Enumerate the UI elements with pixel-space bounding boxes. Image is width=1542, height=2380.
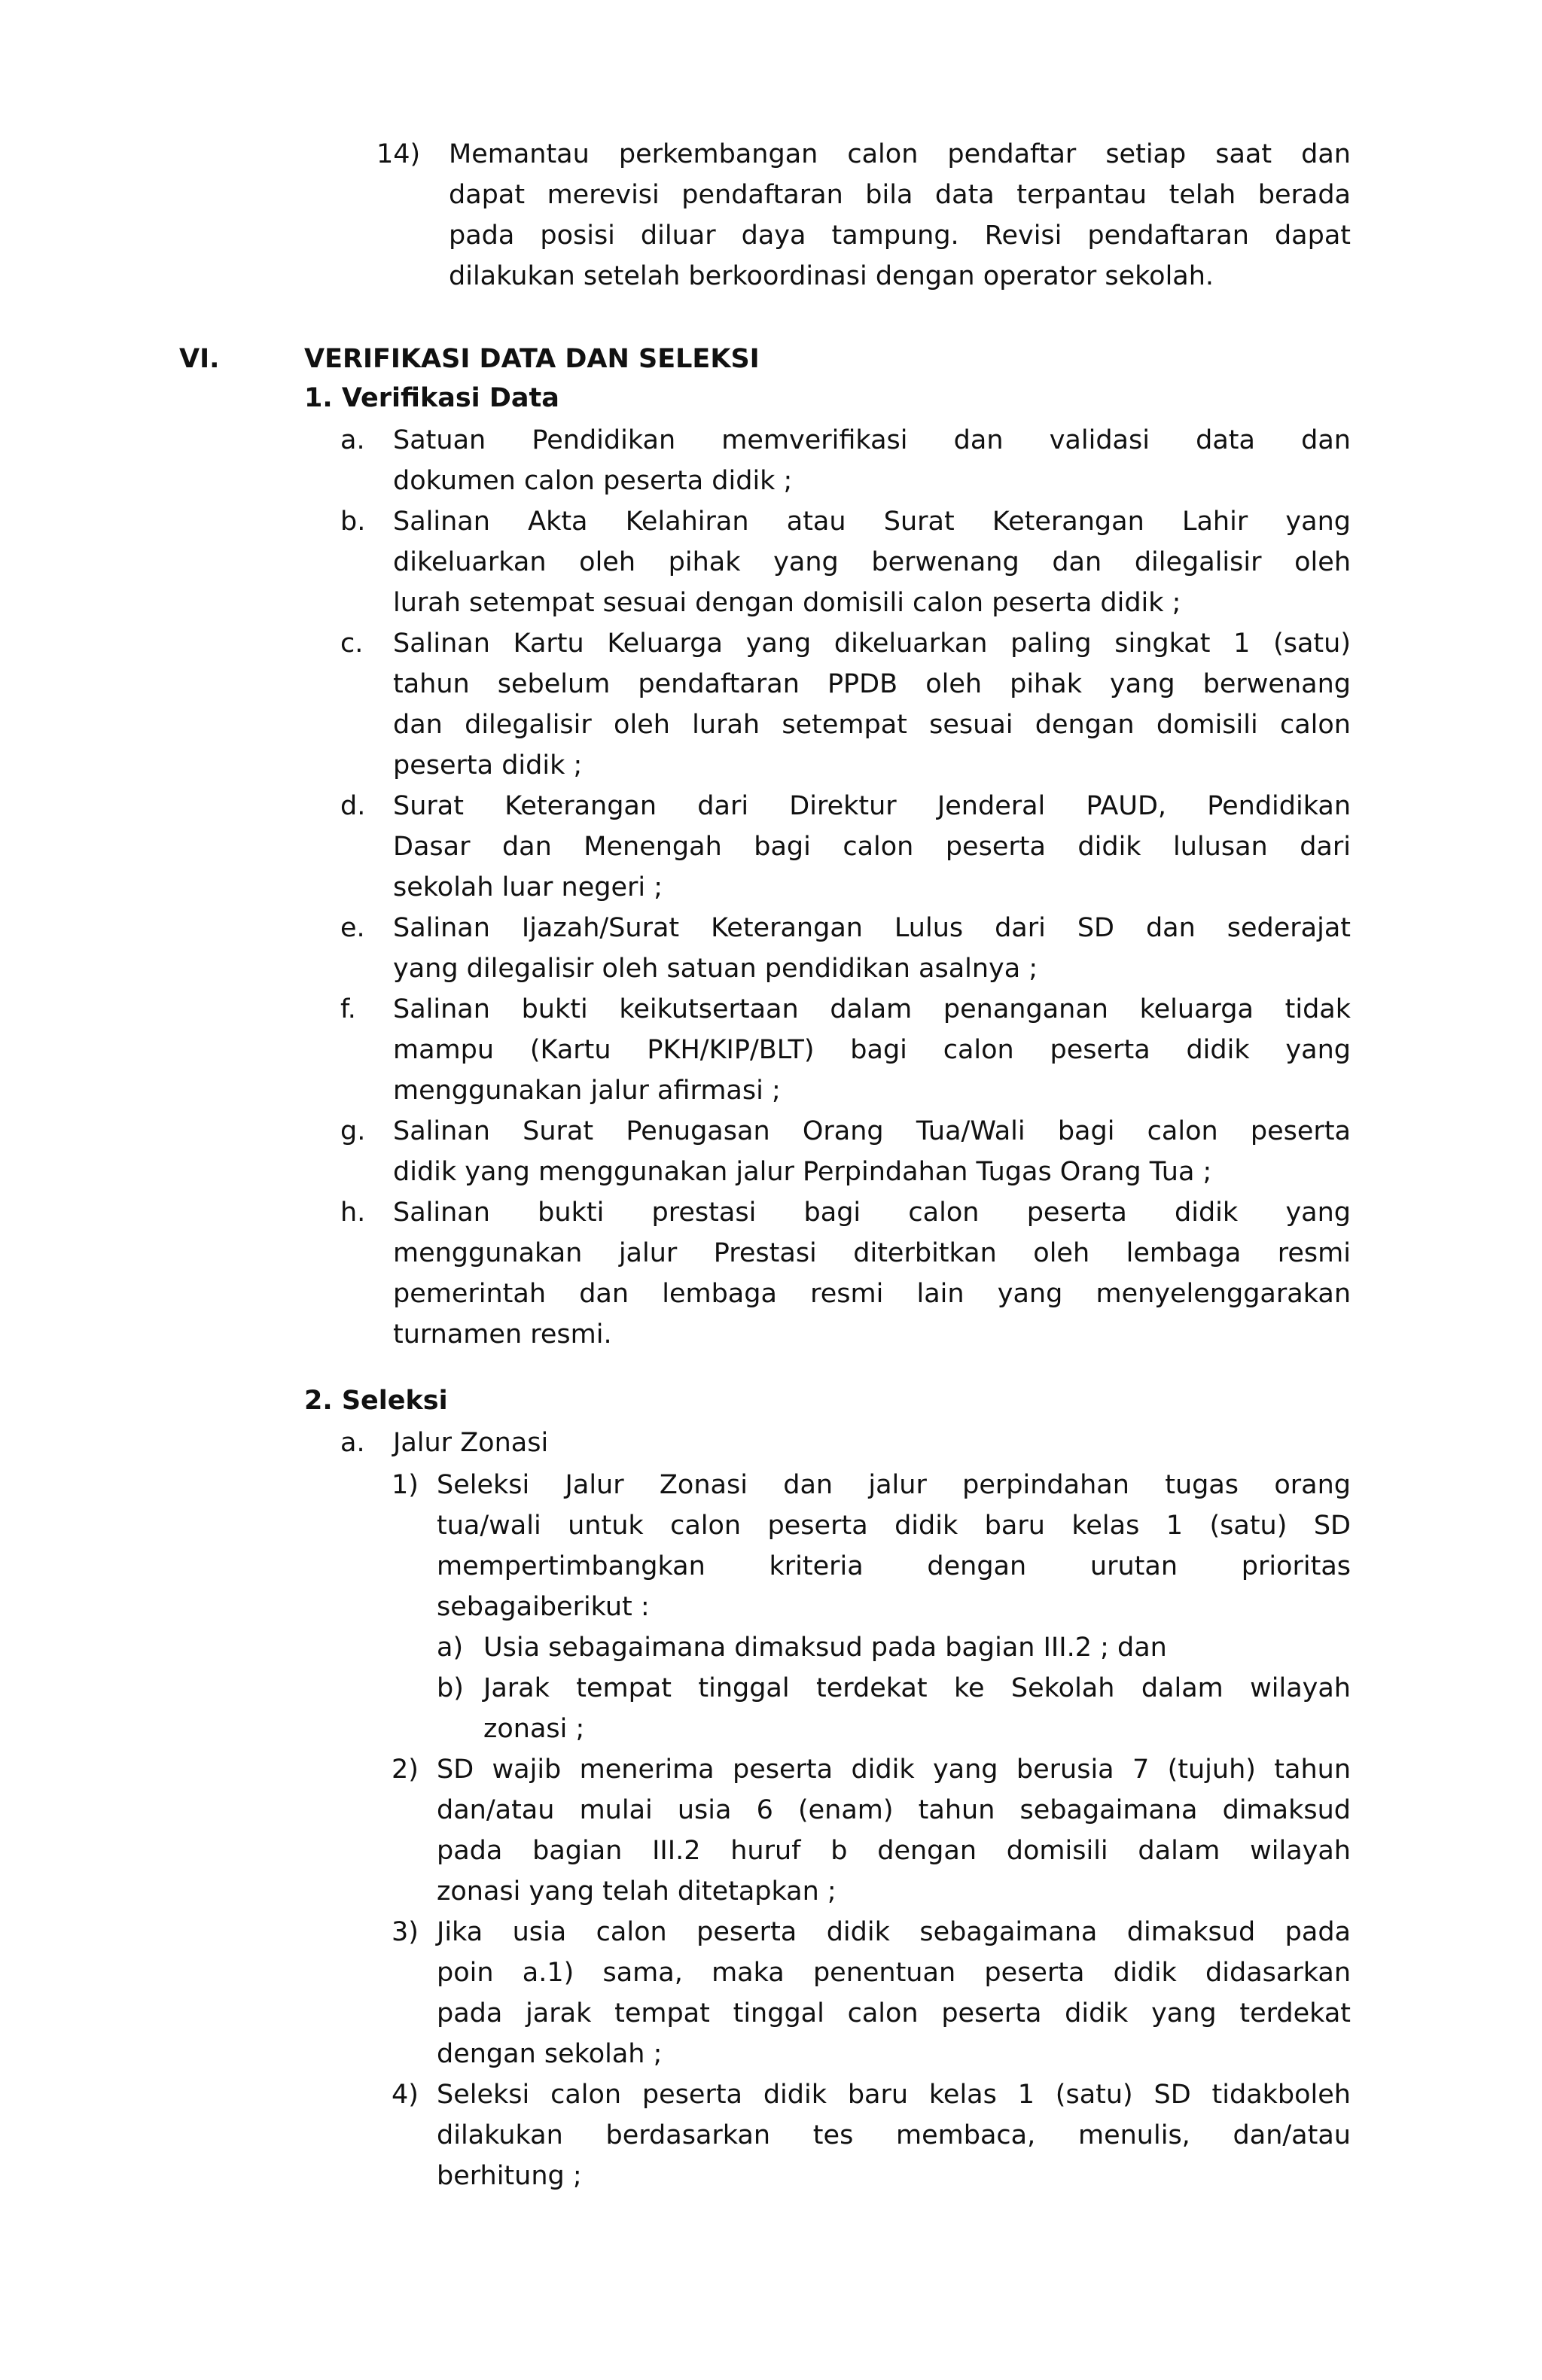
item-label: 2) bbox=[392, 1755, 419, 1785]
text-line: lurah setempat sesuai dengan domisili calon peserta didik ; bbox=[393, 588, 1181, 618]
text-line: tahun sebelum pendaftaran PPDB oleh pihak yang berwenang bbox=[393, 669, 1351, 699]
item-14 bbox=[376, 134, 1351, 297]
item-label: a. bbox=[340, 425, 365, 455]
text-line: Salinan bukti keikutsertaan dalam penanganan keluarga tidak bbox=[393, 994, 1351, 1024]
text-line: dokumen calon peserta didik ; bbox=[393, 466, 793, 496]
text-line: Jika usia calon peserta didik sebagaimana dimaksud pada bbox=[437, 1917, 1351, 1947]
text-line: dan dilegalisir oleh lurah setempat sesuai dengan domisili calon bbox=[393, 710, 1351, 740]
text-line: dikeluarkan oleh pihak yang berwenang dan dilegalisir oleh bbox=[393, 547, 1351, 577]
section-title: VERIFIKASI DATA DAN SELEKSI bbox=[304, 344, 760, 374]
list-item bbox=[340, 908, 1351, 989]
text-line: peserta didik ; bbox=[393, 750, 583, 781]
item-label: c. bbox=[340, 628, 364, 659]
text-line: dilakukan setelah berkoordinasi dengan operator sekolah. bbox=[449, 261, 1214, 291]
list-item bbox=[392, 1465, 1351, 1627]
text-line: menggunakan jalur afirmasi ; bbox=[393, 1076, 781, 1106]
verifikasi-list bbox=[340, 420, 1351, 1355]
list-item bbox=[340, 501, 1351, 623]
list-item bbox=[340, 623, 1351, 786]
text-line: mampu (Kartu PKH/KIP/BLT) bagi calon peserta didik yang bbox=[393, 1035, 1351, 1065]
text-line: Memantau perkembangan calon pendaftar setiap saat dan bbox=[449, 139, 1351, 169]
text-line: Surat Keterangan dari Direktur Jenderal PAUD, Pendidikan bbox=[393, 791, 1351, 821]
text-line: zonasi ; bbox=[483, 1714, 585, 1744]
text-line: Usia sebagaimana dimaksud pada bagian III.2 ; dan bbox=[483, 1633, 1167, 1663]
text-line: dengan sekolah ; bbox=[437, 2039, 663, 2069]
list-item bbox=[340, 1192, 1351, 1355]
item-label: h. bbox=[340, 1198, 366, 1228]
item-label: f. bbox=[340, 994, 356, 1024]
text-line: Salinan bukti prestasi bagi calon peserta didik yang bbox=[393, 1198, 1351, 1228]
sub-title: Jalur Zonasi bbox=[393, 1428, 549, 1458]
text-line: dan/atau mulai usia 6 (enam) tahun sebagaimana dimaksud bbox=[437, 1795, 1351, 1825]
sub-list bbox=[437, 1627, 1351, 1749]
list-item bbox=[392, 1912, 1351, 2074]
sub-list-item bbox=[437, 1668, 1351, 1749]
verifikasi-heading: 1. Verifikasi Data bbox=[304, 383, 559, 413]
list-item bbox=[392, 1749, 1351, 1912]
text-line: dilakukan berdasarkan tes membaca, menulis, dan/atau bbox=[437, 2120, 1351, 2150]
seleksi-subsection bbox=[340, 1423, 1351, 1463]
text-line: turnamen resmi. bbox=[393, 1319, 612, 1350]
text-line: Seleksi Jalur Zonasi dan jalur perpindahan tugas orang bbox=[437, 1470, 1351, 1500]
text-line: poin a.1) sama, maka penentuan peserta didik didasarkan bbox=[437, 1958, 1351, 1988]
text-line: pada jarak tempat tinggal calon peserta didik yang terdekat bbox=[437, 1998, 1351, 2028]
item-14-label: 14) bbox=[376, 139, 421, 169]
text-line: Jarak tempat tinggal terdekat ke Sekolah dalam wilayah bbox=[483, 1673, 1351, 1703]
sub-item-label: a) bbox=[437, 1633, 464, 1663]
text-line: didik yang menggunakan jalur Perpindahan Tugas Orang Tua ; bbox=[393, 1157, 1212, 1187]
text-line: dapat merevisi pendaftaran bila data terpantau telah berada bbox=[449, 180, 1351, 210]
sub-item-label: b) bbox=[437, 1673, 464, 1703]
list-item bbox=[340, 989, 1351, 1111]
item-label: 3) bbox=[392, 1917, 419, 1947]
item-label: e. bbox=[340, 913, 365, 943]
item-label: b. bbox=[340, 507, 366, 537]
text-line: yang dilegalisir oleh satuan pendidikan asalnya ; bbox=[393, 954, 1038, 984]
item-label: 1) bbox=[392, 1470, 419, 1500]
item-14-text bbox=[449, 134, 1351, 297]
text-line: Dasar dan Menengah bagi calon peserta didik lulusan dari bbox=[393, 832, 1351, 862]
sub-label: a. bbox=[340, 1428, 365, 1458]
text-line: pada posisi diluar daya tampung. Revisi pendaftaran dapat bbox=[449, 221, 1351, 251]
text-line: Salinan Surat Penugasan Orang Tua/Wali bagi calon peserta bbox=[393, 1116, 1351, 1146]
seleksi-list bbox=[392, 1465, 1351, 2196]
text-line: SD wajib menerima peserta didik yang berusia 7 (tujuh) tahun bbox=[437, 1755, 1351, 1785]
text-line: berhitung ; bbox=[437, 2161, 582, 2191]
text-line: sekolah luar negeri ; bbox=[393, 872, 663, 902]
text-line: pada bagian III.2 huruf b dengan domisili dalam wilayah bbox=[437, 1836, 1351, 1866]
text-line: mempertimbangkan kriteria dengan urutan prioritas bbox=[437, 1551, 1351, 1581]
text-line: Salinan Ijazah/Surat Keterangan Lulus dari SD dan sederajat bbox=[393, 913, 1351, 943]
seleksi-heading: 2. Seleksi bbox=[304, 1386, 448, 1416]
text-line: sebagaiberikut : bbox=[437, 1592, 650, 1622]
list-item bbox=[340, 786, 1351, 908]
item-label: d. bbox=[340, 791, 366, 821]
text-line: Seleksi calon peserta didik baru kelas 1 (satu) SD tidakboleh bbox=[437, 2080, 1351, 2110]
text-line: Satuan Pendidikan memverifikasi dan validasi data dan bbox=[393, 425, 1351, 455]
text-line: Salinan Akta Kelahiran atau Surat Keterangan Lahir yang bbox=[393, 507, 1351, 537]
text-line: zonasi yang telah ditetapkan ; bbox=[437, 1876, 837, 1907]
list-item bbox=[392, 2074, 1351, 2196]
item-label: 4) bbox=[392, 2080, 419, 2110]
list-item bbox=[340, 1111, 1351, 1192]
sub-list-item bbox=[437, 1627, 1351, 1668]
text-line: tua/wali untuk calon peserta didik baru kelas 1 (satu) SD bbox=[437, 1511, 1351, 1541]
item-label: g. bbox=[340, 1116, 366, 1146]
section-number: VI. bbox=[179, 344, 220, 374]
list-item bbox=[340, 420, 1351, 501]
text-line: pemerintah dan lembaga resmi lain yang menyelenggarakan bbox=[393, 1279, 1351, 1309]
text-line: menggunakan jalur Prestasi diterbitkan oleh lembaga resmi bbox=[393, 1238, 1351, 1268]
text-line: Salinan Kartu Keluarga yang dikeluarkan paling singkat 1 (satu) bbox=[393, 628, 1351, 659]
